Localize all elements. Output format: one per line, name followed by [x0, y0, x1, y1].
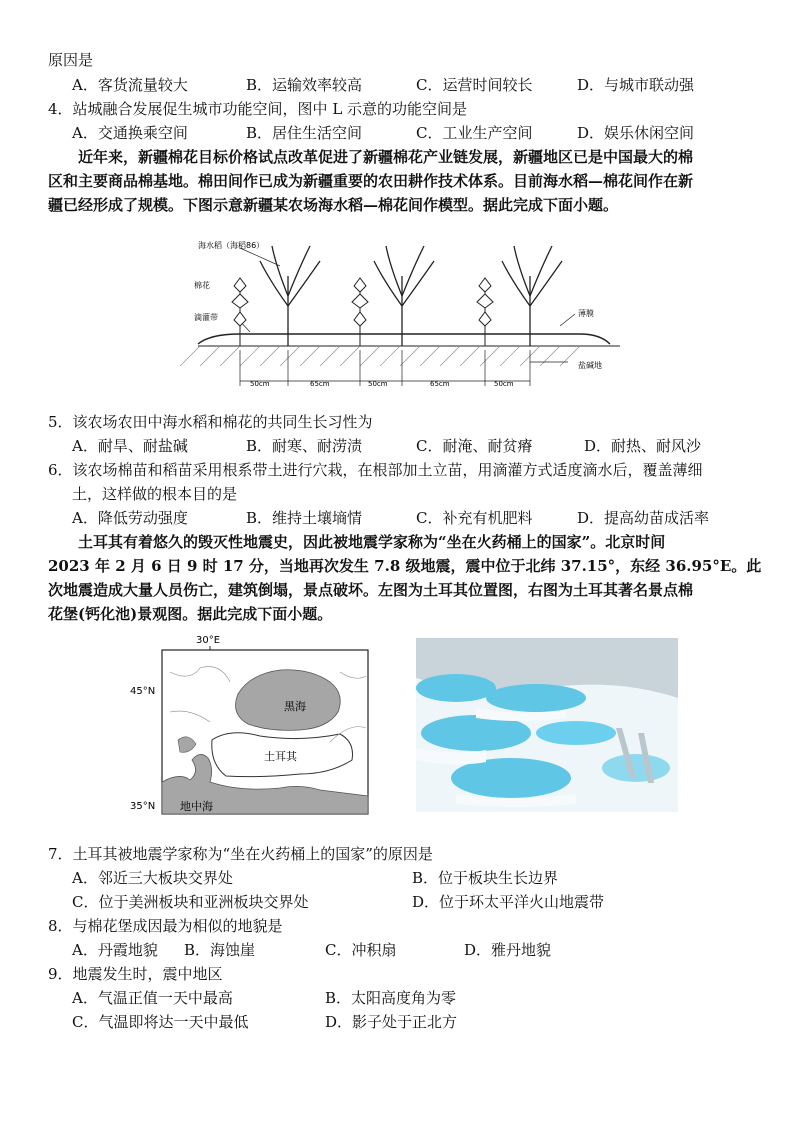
- question-6-line-2: 土，这样做的根本目的是: [72, 485, 238, 503]
- q3-option-b[interactable]: B．运输效率较高: [246, 76, 363, 94]
- passage-2-line-2: 2023 年 2 月 6 日 9 时 17 分，当地再次发生 7.8 级地震，震中位于北纬 37.15°，东经 36.95°E。此: [48, 557, 762, 575]
- passage-1-line-2: 区和主要商品棉基地。棉田间作已成为新疆重要的农田耕作技术体系。目前海水稻—棉花间作在新: [48, 172, 694, 190]
- q3-option-d[interactable]: D．与城市联动强: [577, 76, 695, 94]
- rice-plant: [374, 246, 434, 346]
- q8-option-d[interactable]: D．雅丹地貌: [464, 941, 552, 959]
- spacing-label: 50cm: [250, 380, 270, 388]
- q8-option-a[interactable]: A．丹霞地貌: [72, 941, 158, 959]
- q9-option-c[interactable]: C．气温即将达一天中最低: [72, 1013, 249, 1031]
- passage-1-line-1: 近年来，新疆棉花目标价格试点改革促进了新疆棉花产业链发展，新疆地区已是中国最大的棉: [78, 148, 694, 166]
- spacing-label: 50cm: [494, 380, 514, 388]
- soil-label: 盐碱地: [578, 361, 602, 370]
- q3-option-a[interactable]: A．客货流量较大: [72, 76, 188, 94]
- q9-option-a[interactable]: A．气温正值一天中最高: [72, 989, 233, 1007]
- question-9: 9．地震发生时，震中地区: [48, 965, 223, 983]
- latitude-bottom-label: 35°N: [130, 801, 156, 812]
- passage-1-line-3: 疆已经形成了规模。下图示意新疆某农场海水稻—棉花间作模型。据此完成下面小题。: [48, 196, 619, 214]
- q4-option-b[interactable]: B．居住生活空间: [246, 124, 363, 142]
- question-5: 5．该农场农田中海水稻和棉花的共同生长习性为: [48, 413, 373, 431]
- cotton-plant: [352, 278, 368, 346]
- rice-label: 海水稻（海稻86）: [198, 241, 265, 250]
- q7-option-b[interactable]: B．位于板块生长边界: [412, 869, 559, 887]
- q6-option-d[interactable]: D．提高幼苗成活率: [577, 509, 710, 527]
- q4-option-c[interactable]: C．工业生产空间: [416, 124, 533, 142]
- q7-option-d[interactable]: D．位于环太平洋火山地震带: [412, 893, 605, 911]
- q6-option-a[interactable]: A．降低劳动强度: [72, 509, 188, 527]
- q6-option-b[interactable]: B．维持土壤墒情: [246, 509, 363, 527]
- black-sea-label: 黑海: [284, 700, 306, 713]
- cotton-plant: [477, 278, 493, 346]
- q9-option-d[interactable]: D．影子处于正北方: [325, 1013, 458, 1031]
- q9-option-b[interactable]: B．太阳高度角为零: [325, 989, 457, 1007]
- question-8: 8．与棉花堡成因最为相似的地貌是: [48, 917, 283, 935]
- line-continuation: 原因是: [48, 51, 94, 69]
- q5-option-a[interactable]: A．耐旱、耐盐碱: [72, 437, 188, 455]
- turkey-location-map: [130, 632, 370, 817]
- q5-option-d[interactable]: D．耐热、耐风沙: [584, 437, 702, 455]
- spacing-label: 65cm: [430, 380, 450, 388]
- question-4: 4．站城融合发展促生城市功能空间，图中 L 示意的功能空间是: [48, 100, 468, 118]
- q4-option-a[interactable]: A．交通换乘空间: [72, 124, 188, 142]
- question-6-line-1: 6．该农场棉苗和稻苗采用根系带土进行穴栽，在根部加土立苗，用滴灌方式适度滴水后，覆盖薄细: [48, 461, 703, 479]
- q8-option-c[interactable]: C．冲积扇: [325, 941, 397, 959]
- question-7: 7．土耳其被地震学家称为“坐在火药桶上的国家”的原因是: [48, 845, 433, 863]
- longitude-label: 30°E: [196, 635, 221, 646]
- film-label: 薄膜: [578, 309, 594, 318]
- q8-option-b[interactable]: B．海蚀崖: [184, 941, 256, 959]
- q3-option-c[interactable]: C．运营时间较长: [416, 76, 533, 94]
- q5-option-b[interactable]: B．耐寒、耐涝渍: [246, 437, 363, 455]
- q4-option-d[interactable]: D．娱乐休闲空间: [577, 124, 695, 142]
- spacing-label: 65cm: [310, 380, 330, 388]
- passage-2-line-3: 次地震造成大量人员伤亡，建筑倒塌，景点破坏。左图为土耳其位置图，右图为土耳其著名景点棉: [48, 581, 694, 599]
- mediterranean-label: 地中海: [180, 800, 213, 813]
- drip-label: 滴灌带: [194, 313, 218, 322]
- rice-plant: [502, 246, 562, 346]
- spacing-label: 50cm: [368, 380, 388, 388]
- q6-option-c[interactable]: C．补充有机肥料: [416, 509, 533, 527]
- q7-option-c[interactable]: C．位于美洲板块和亚洲板块交界处: [72, 893, 309, 911]
- intercropping-diagram: [180, 226, 630, 394]
- passage-2-line-4: 花堡(钙化池)景观图。据此完成下面小题。: [48, 605, 333, 623]
- q7-option-a[interactable]: A．邻近三大板块交界处: [72, 869, 233, 887]
- pamukkale-photo: [416, 638, 678, 812]
- q5-option-c[interactable]: C．耐淹、耐贫瘠: [416, 437, 533, 455]
- latitude-top-label: 45°N: [130, 686, 156, 697]
- cotton-label: 棉花: [194, 281, 210, 290]
- turkey-label: 土耳其: [264, 750, 297, 763]
- passage-2-line-1: 土耳其有着悠久的毁灭性地震史，因此被地震学家称为“坐在火药桶上的国家”。北京时间: [78, 533, 666, 551]
- cotton-plant: [232, 278, 248, 346]
